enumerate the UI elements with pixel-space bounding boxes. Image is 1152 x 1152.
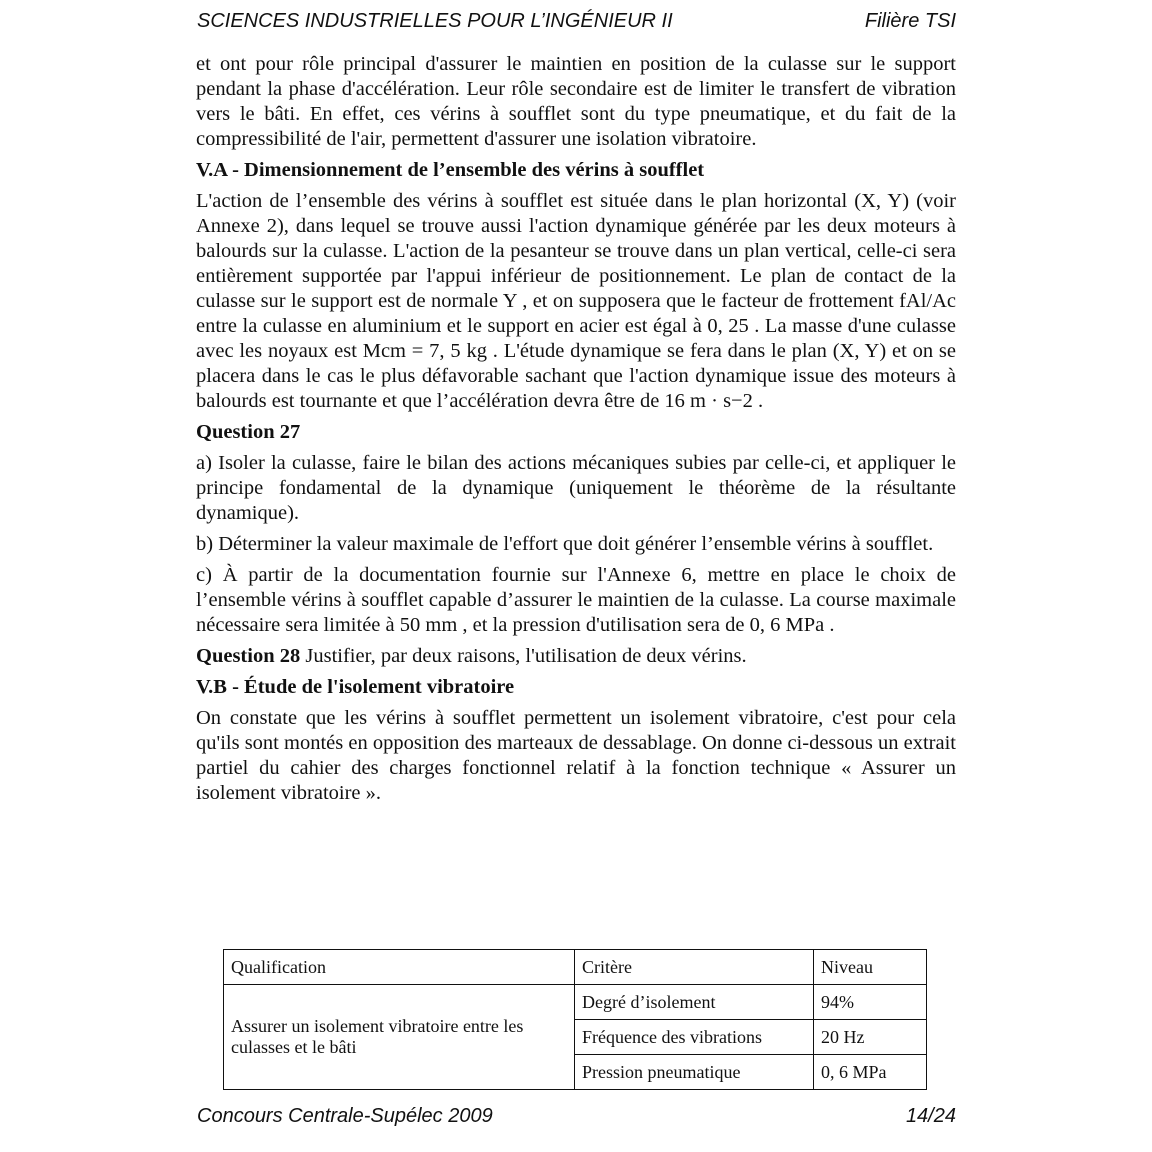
table-cell-critere: Pression pneumatique [575,1055,814,1090]
table-cell-critere: Degré d’isolement [575,985,814,1020]
page-header [197,10,956,40]
table-cell-critere: Fréquence des vibrations [575,1020,814,1055]
table-row [224,985,927,1020]
table-cell-qualification: Assurer un isolement vibratoire entre les culasses et le bâti [224,985,575,1090]
question-28-title: Question 28 [196,645,301,667]
intro-paragraph: et ont pour rôle principal d'assurer le maintien en position de la culasse sur le support pendant la phase d'accélération. Leur rôle secondaire est de limiter le transfert de vibration vers le bâti. En effet, ces vérins à soufflet sont du type pneumatique, et du fait de la compressibilité de l'air, permettent d'assurer une isolation vibratoire. [196,53,956,150]
section-a-paragraph: L'action de l’ensemble des vérins à soufflet est située dans le plan horizontal (X, Y) (voir Annexe 2), dans lequel se trouve aussi l'action dynamique générée par les deux moteurs à balourds sur la culasse. L'action de la pesanteur se trouve dans un plan vertical, celle-ci sera entièrement supportée par l'appui inférieur de positionnement. Le plan de contact de la culasse sur le support est de normale Y , et on supposera que le facteur de frottement fAl/Ac entre la culasse en aluminium et le support en acier est égal à 0, 25 . La masse d'une culasse avec les noyaux est Mcm = 7, 5 kg . L'étude dynamique se fera dans le plan (X, Y) et on se placera dans le cas le plus défavorable sachant que l'action dynamique issue des moteurs à balourds est tournante et que l’accélération devra être de 16 m · s−2 . [196,190,956,412]
page-body [196,52,956,812]
table-header-critere: Critère [575,950,814,985]
table-header-row [224,950,927,985]
question-27-c: c) À partir de la documentation fournie sur l'Annexe 6, mettre en place le choix de l’ensemble vérins à soufflet capable d’assurer le maintien de la culasse. La course maximale nécessaire sera limitée à 50 mm , et la pression d'utilisation sera de 0, 6 MPa . [196,564,956,636]
section-b-title: V.B - Étude de l'isolement vibratoire [196,676,515,698]
question-28 [196,644,956,669]
question-28-text: Justifier, par deux raisons, l'utilisation de deux vérins. [300,645,747,667]
header-track: Filière TSI [864,10,956,32]
table-header-niveau: Niveau [814,950,927,985]
header-subject: SCIENCES INDUSTRIELLES POUR L’INGÉNIEUR II [197,10,673,32]
section-b-paragraph: On constate que les vérins à soufflet permettent un isolement vibratoire, c'est pour cela qu'ils sont montés en opposition des marteaux de dessablage. On donne ci-dessous un extrait partiel du cahier des charges fonctionnel relatif à la fonction technique « Assurer un isolement vibratoire ». [196,707,956,804]
table-header-qualification: Qualification [224,950,575,985]
table-cell-niveau: 0, 6 MPa [814,1055,927,1090]
table-cell-niveau: 94% [814,985,927,1020]
question-27-a: a) Isoler la culasse, faire le bilan des actions mécaniques subies par celle-ci, et appliquer le principe fondamental de la dynamique (uniquement le théorème de la résultante dynamique). [196,452,956,524]
specification-table [223,949,927,1090]
question-27-b: b) Déterminer la valeur maximale de l'effort que doit générer l’ensemble vérins à soufflet. [196,533,934,555]
footer-contest: Concours Centrale-Supélec 2009 [197,1105,493,1127]
page-number: 14/24 [905,1105,956,1127]
page-footer [197,1105,956,1135]
table-cell-niveau: 20 Hz [814,1020,927,1055]
question-27-title: Question 27 [196,421,301,443]
section-a-title: V.A - Dimensionnement de l’ensemble des vérins à soufflet [196,159,705,181]
